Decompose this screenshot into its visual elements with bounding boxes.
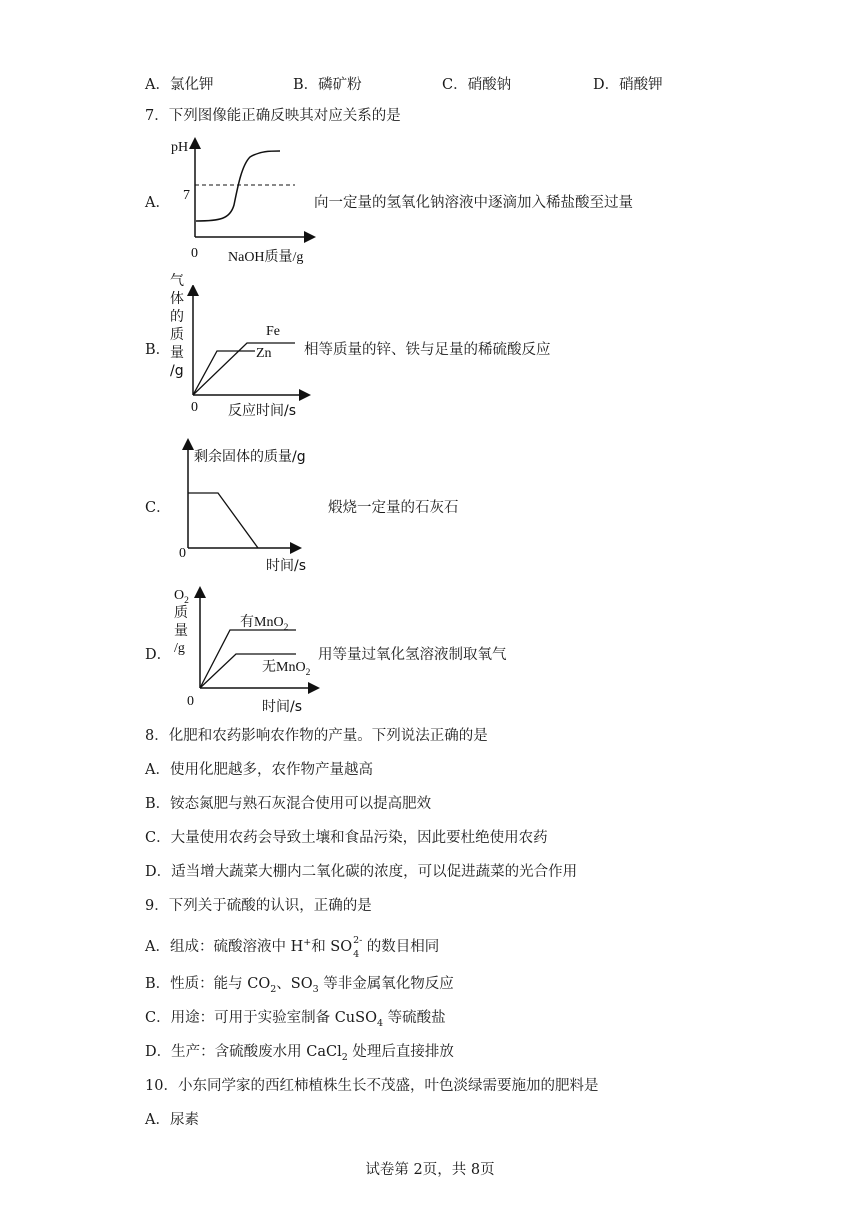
q7-b-y-axis-label [170,272,184,380]
residual-mass-line [188,493,258,548]
q7-d-x-axis-label: 时间/s [262,699,303,715]
q7-d-y-axis-o2 [174,588,189,604]
q9-a-h-charge: + [303,937,312,949]
q9-d-cacl2-sub: 2 [341,1051,348,1063]
q7-d-y-char-3: /g [174,641,185,656]
q7-d-series-bottom-text: 无MnO [262,660,306,675]
q7-b-graph [185,285,315,405]
q9-b-so3-sub: 3 [312,983,319,995]
q7-d-y-o: O [174,588,185,603]
q7-d-series-without-mno2 [262,656,310,676]
q7-c-label: C． [145,500,171,516]
q7-c-description: 煅烧一定量的石灰石 [328,500,459,516]
q9-a-text-1: A．组成：硫酸溶液中 H [145,939,304,955]
q7-b-label: B． [145,342,171,358]
q6-option-b: B．磷矿粉 [293,77,362,93]
q8-option-b: B．铵态氮肥与熟石灰混合使用可以提高肥效 [145,796,432,812]
q9-b-co2-sub: 2 [270,983,277,995]
q7-b-x-axis-label: 反应时间/s [228,403,297,419]
q7-a-label: A． [145,195,170,211]
q7-d-origin: 0 [187,694,194,709]
q7-d-series-top-text: 有MnO [240,615,284,630]
q6-option-c: C．硝酸钠 [442,77,512,93]
q7-d-series-bottom-sub: 2 [305,667,311,678]
q7-b-origin: 0 [191,400,198,415]
zn-line [193,351,255,395]
q9-c-text-2: 等硫酸盐 [383,1010,446,1026]
q8-option-c: C．大量使用农药会导致土壤和食品污染，因此要杜绝使用农药 [145,830,548,846]
q7-a-y-tick-7: 7 [183,188,190,203]
q7-stem: 7．下列图像能正确反映其对应关系的是 [145,108,401,124]
q7-d-y-axis-label [174,604,188,658]
q9-c-cuso4-sub: 4 [376,1017,384,1029]
q7-d-series-with-mno2 [240,611,288,631]
q9-a-text-3: 的数目相同 [362,939,440,955]
q7-c-y-axis-label: 剩余固体的质量/g [194,449,306,465]
q7-d-y-o-sub: 2 [184,595,189,606]
q7-b-y-char-6: /g [170,363,184,379]
q7-b-y-char-2: 体 [170,291,184,307]
q10-option-a: A．尿素 [145,1112,199,1128]
q9-stem: 9．下列关于硫酸的认识，正确的是 [145,898,372,914]
q9-a-so4-sub: 4 [353,949,360,960]
q7-c-origin: 0 [179,546,186,561]
q9-d-text-1: D．生产：含硫酸废水用 CaCl [145,1044,342,1060]
q7-d-y-char-1: 质 [174,605,188,621]
q7-a-y-axis-label: pH [171,140,189,155]
q9-b-text-2: 、SO [276,976,313,992]
q9-a-so4-scripts [352,935,363,960]
q7-b-y-char-5: 量 [170,345,184,361]
q8-stem: 8．化肥和农药影响农作物的产量。下列说法正确的是 [145,728,488,744]
q9-a-so4-charge: 2- [353,935,363,946]
q7-a-description: 向一定量的氢氧化钠溶液中逐滴加入稀盐酸至过量 [314,195,633,211]
q10-stem: 10．小东同学家的西红柿植株生长不茂盛，叶色淡绿需要施加的肥料是 [145,1078,599,1094]
q9-b-text-1: B．性质：能与 CO [145,976,271,992]
q9-option-c [145,1008,446,1028]
oxygen-mass-graph [190,586,320,696]
q9-a-text-2: 和 SO [311,939,353,955]
q7-a-origin: 0 [191,246,198,261]
q8-option-d: D．适当增大蔬菜大棚内二氧化碳的浓度，可以促进蔬菜的光合作用 [145,864,578,880]
q7-d-label: D． [145,647,172,663]
q7-d-y-char-2: 量 [174,623,188,639]
q9-b-text-3: 等非金属氧化物反应 [318,976,454,992]
q7-b-y-char-1: 气 [170,273,184,289]
q9-option-b [145,974,454,994]
q9-option-a [145,935,440,960]
q9-d-text-2: 处理后直接排放 [347,1044,454,1060]
q7-b-series-fe: Fe [266,324,280,339]
q7-b-series-zn: Zn [256,346,272,361]
q7-d-graph [190,586,320,696]
q7-b-y-char-4: 质 [170,327,184,343]
gas-mass-graph [185,285,315,405]
q9-c-text-1: C．用途：可用于实验室制备 CuSO [145,1010,377,1026]
q9-option-d [145,1042,454,1062]
ph-curve [196,151,280,221]
q7-d-series-top-sub: 2 [283,622,289,633]
q7-c-x-axis-label: 时间/s [266,558,307,574]
q7-b-description: 相等质量的锌、铁与足量的稀硫酸反应 [304,342,551,358]
q6-option-d: D．硝酸钾 [593,77,663,93]
q7-a-x-axis-label: NaOH质量/g [228,250,304,265]
q6-option-a: A．氯化钾 [145,77,214,93]
q7-b-y-char-3: 的 [170,309,184,325]
q7-d-description: 用等量过氧化氢溶液制取氧气 [318,647,507,663]
page-footer: 试卷第 2页，共 8页 [365,1162,495,1178]
q8-option-a: A．使用化肥越多，农作物产量越高 [145,762,373,778]
